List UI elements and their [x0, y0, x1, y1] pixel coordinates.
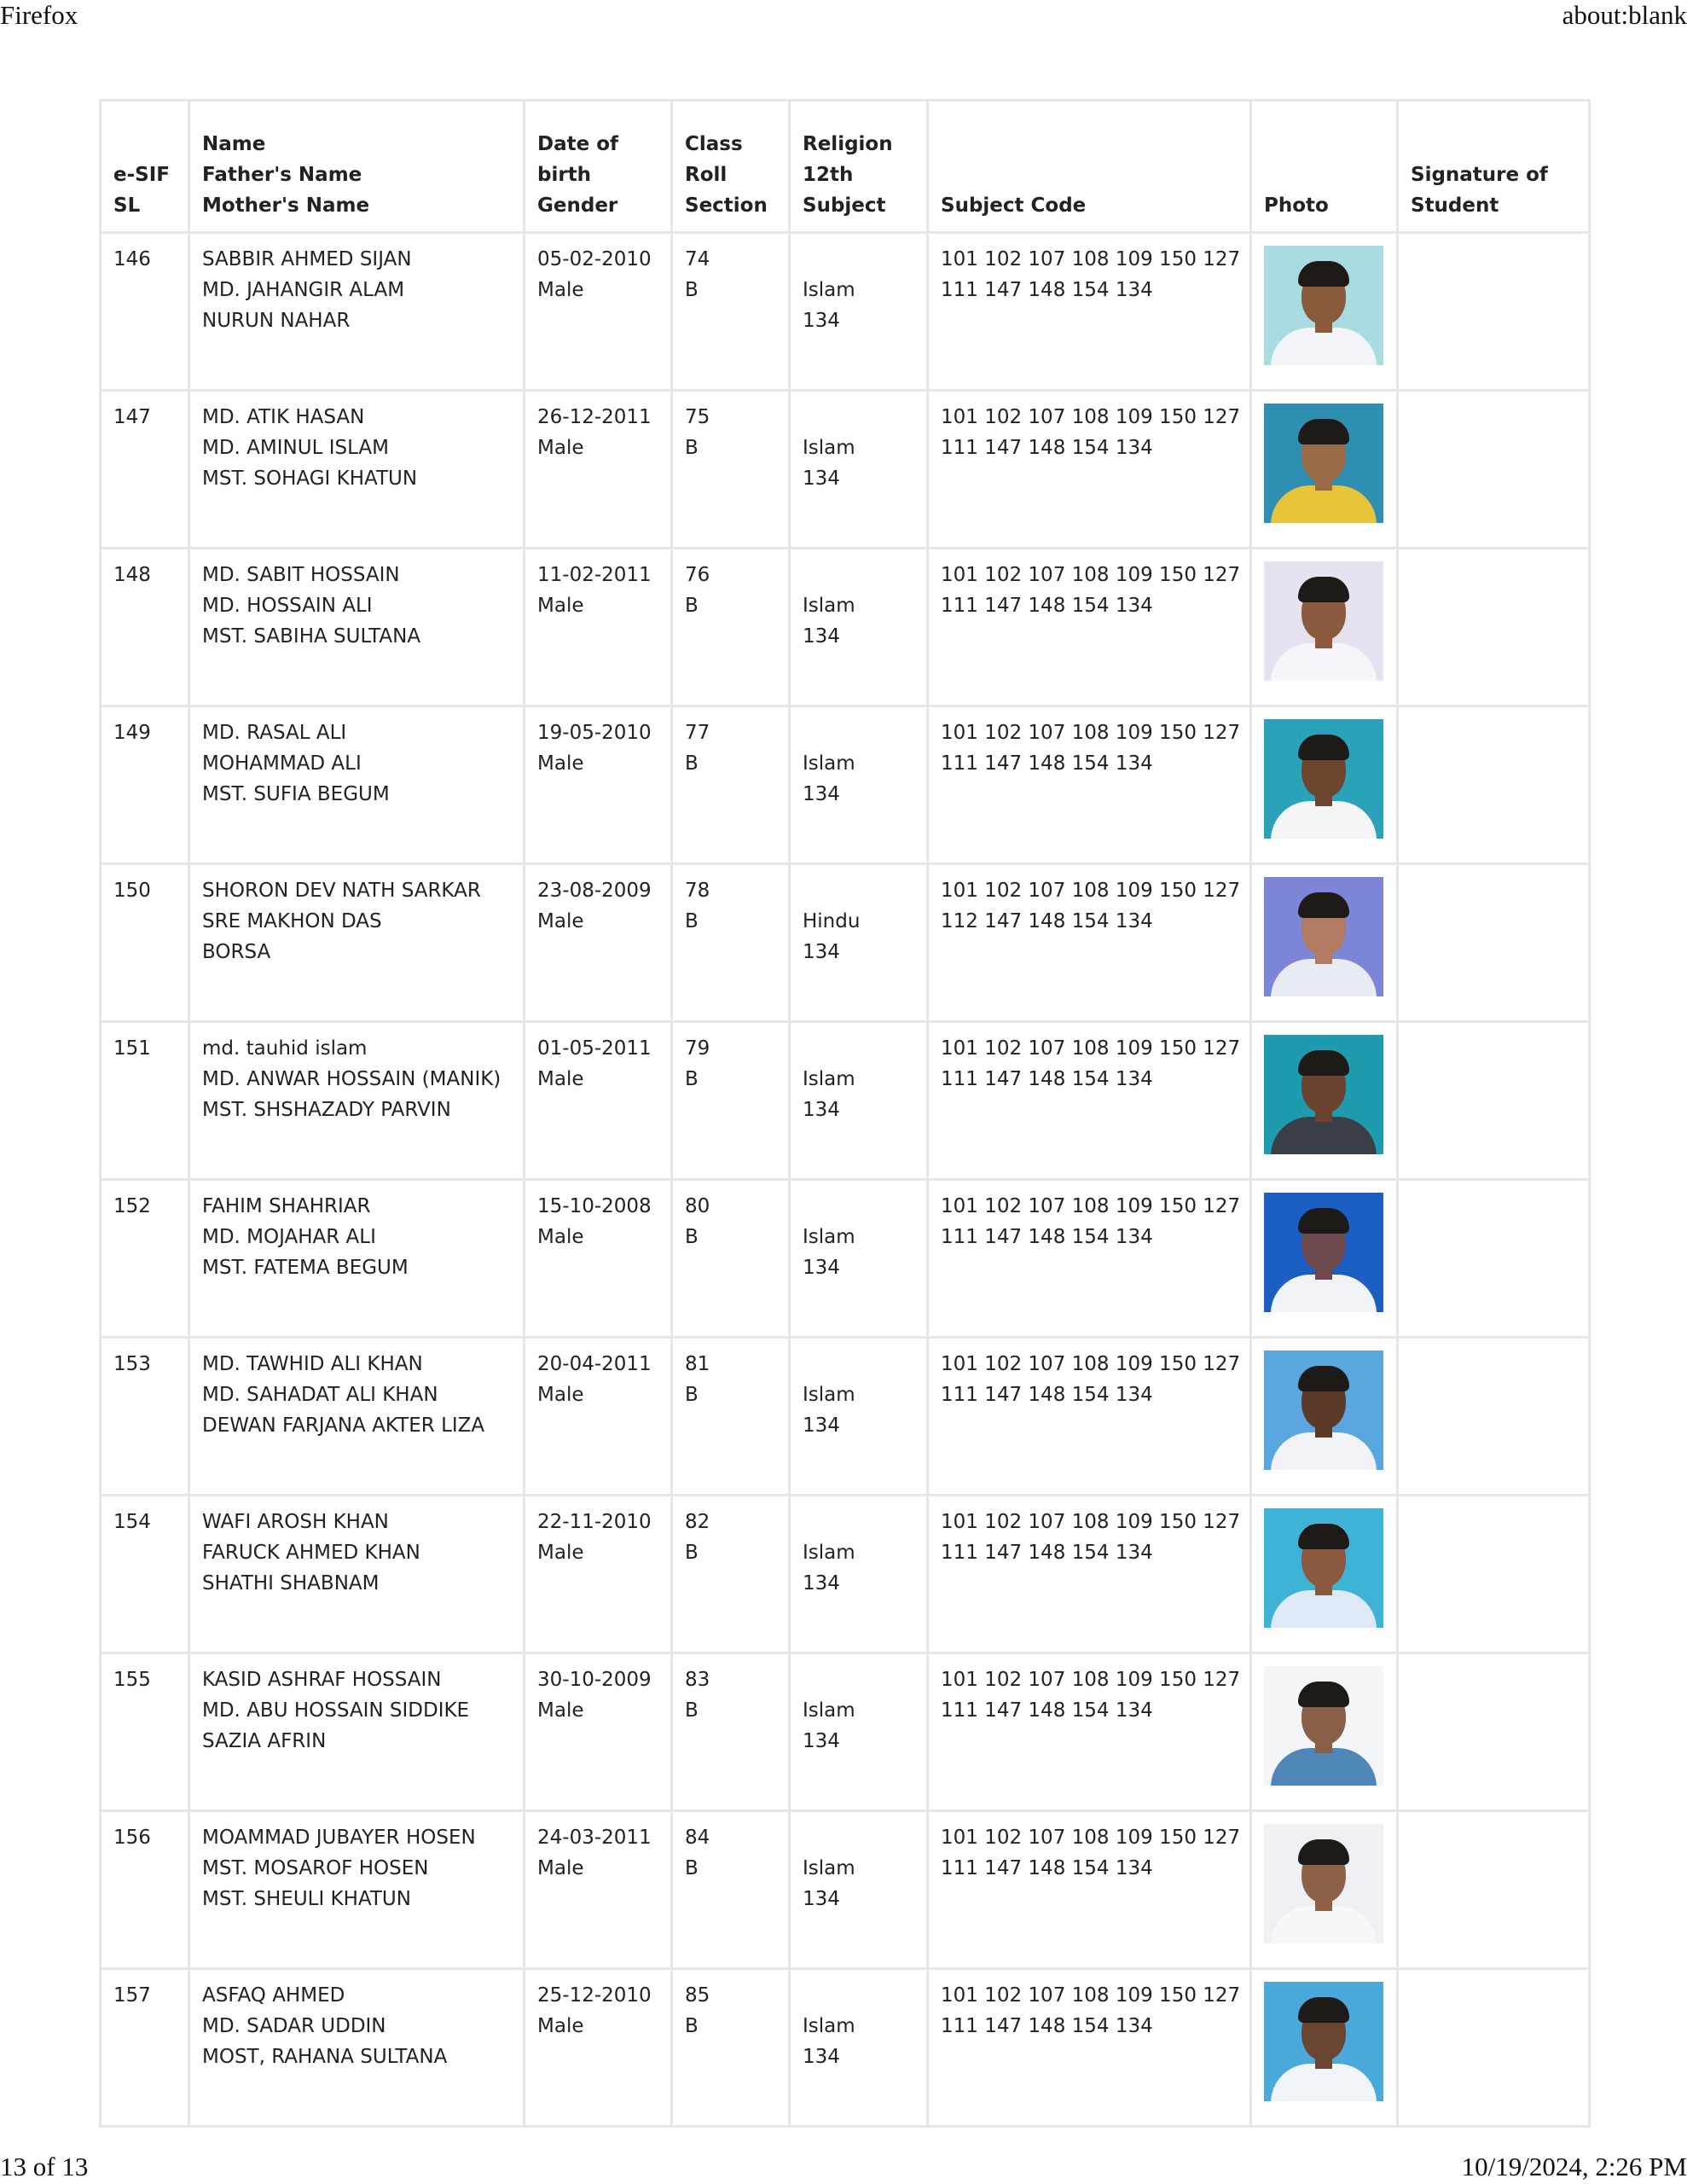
- cell-photo: [1251, 706, 1398, 864]
- table-row: [101, 1022, 1590, 1180]
- subject-12th: 134: [803, 468, 840, 490]
- father-name: MST. MOSAROF HOSEN: [202, 1857, 429, 1879]
- mother-name: MST. SABIHA SULTANA: [202, 625, 421, 648]
- header-subject-code: Subject Code: [928, 101, 1251, 233]
- father-name: MD. ABU HOSSAIN SIDDIKE: [202, 1699, 470, 1722]
- header-religion: Religion 12th Subject: [790, 101, 928, 233]
- subject-codes-line-1: 101 102 107 108 109 150 127: [941, 1827, 1241, 1849]
- header-class: Class Roll Section: [672, 101, 790, 233]
- cell-signature: [1398, 233, 1590, 391]
- subject-12th: 134: [803, 1730, 840, 1752]
- subject-codes-line-2: 111 147 148 154 134: [941, 1542, 1153, 1564]
- cell-subject-code: [928, 1180, 1251, 1338]
- subject-codes-line-1: 101 102 107 108 109 150 127: [941, 248, 1241, 270]
- class-roll: 76: [685, 564, 710, 586]
- cell-class: [672, 1496, 790, 1653]
- cell-subject-code: [928, 549, 1251, 706]
- section: B: [685, 437, 699, 459]
- cell-photo: [1251, 391, 1398, 549]
- mother-name: SAZIA AFRIN: [202, 1730, 327, 1752]
- cell-class: [672, 864, 790, 1022]
- student-photo: [1264, 561, 1383, 681]
- student-name: MD. ATIK HASAN: [202, 406, 365, 428]
- subject-codes-line-2: 111 147 148 154 134: [941, 752, 1153, 775]
- student-name: KASID ASHRAF HOSSAIN: [202, 1669, 442, 1691]
- cell-photo: [1251, 1969, 1398, 2127]
- cell-subject-code: [928, 706, 1251, 864]
- student-photo: [1264, 877, 1383, 996]
- class-roll: 77: [685, 722, 710, 744]
- subject-codes-line-1: 101 102 107 108 109 150 127: [941, 1195, 1241, 1217]
- subject-12th: 134: [803, 1099, 840, 1121]
- cell-dob: [525, 549, 672, 706]
- student-photo: [1264, 1982, 1383, 2101]
- cell-sl: 147: [101, 391, 189, 549]
- cell-religion: [790, 1180, 928, 1338]
- religion: Islam: [803, 752, 855, 775]
- subject-codes-line-1: 101 102 107 108 109 150 127: [941, 564, 1241, 586]
- subject-codes-line-2: 111 147 148 154 134: [941, 2015, 1153, 2037]
- cell-dob: [525, 1338, 672, 1496]
- cell-signature: [1398, 864, 1590, 1022]
- mother-name: MST. SUFIA BEGUM: [202, 783, 390, 805]
- cell-religion: [790, 1653, 928, 1811]
- gender: Male: [537, 1226, 584, 1248]
- cell-class: [672, 706, 790, 864]
- cell-subject-code: [928, 1022, 1251, 1180]
- section: B: [685, 1857, 699, 1879]
- cell-signature: [1398, 1180, 1590, 1338]
- subject-12th: 134: [803, 2046, 840, 2068]
- gender: Male: [537, 1542, 584, 1564]
- mother-name: MOST, RAHANA SULTANA: [202, 2046, 448, 2068]
- table-header-row: [101, 101, 1590, 233]
- religion: Islam: [803, 2015, 855, 2037]
- cell-subject-code: [928, 1496, 1251, 1653]
- student-photo: [1264, 1508, 1383, 1628]
- table-row: [101, 549, 1590, 706]
- gender: Male: [537, 752, 584, 775]
- gender: Male: [537, 910, 584, 932]
- student-photo: [1264, 1035, 1383, 1154]
- cell-photo: [1251, 233, 1398, 391]
- cell-photo: [1251, 1653, 1398, 1811]
- student-photo: [1264, 1824, 1383, 1943]
- subject-codes-line-2: 111 147 148 154 134: [941, 1068, 1153, 1090]
- cell-religion: [790, 864, 928, 1022]
- section: B: [685, 910, 699, 932]
- section: B: [685, 1384, 699, 1406]
- cell-religion: [790, 1811, 928, 1969]
- father-name: MOHAMMAD ALI: [202, 752, 362, 775]
- cell-class: [672, 1969, 790, 2127]
- cell-sl: 154: [101, 1496, 189, 1653]
- table-row: [101, 391, 1590, 549]
- section: B: [685, 1542, 699, 1564]
- mother-name: NURUN NAHAR: [202, 310, 351, 332]
- cell-sl: 152: [101, 1180, 189, 1338]
- page-count: 13 of 13: [0, 2152, 89, 2181]
- header-sl: e-SIF SL: [101, 101, 189, 233]
- cell-sl: 148: [101, 549, 189, 706]
- subject-12th: 134: [803, 1888, 840, 1910]
- subject-codes-line-1: 101 102 107 108 109 150 127: [941, 1037, 1241, 1060]
- cell-subject-code: [928, 1811, 1251, 1969]
- section: B: [685, 595, 699, 617]
- cell-photo: [1251, 1180, 1398, 1338]
- mother-name: MST. SOHAGI KHATUN: [202, 468, 418, 490]
- subject-codes-line-2: 111 147 148 154 134: [941, 279, 1153, 301]
- subject-codes-line-2: 111 147 148 154 134: [941, 437, 1153, 459]
- subject-codes-line-2: 111 147 148 154 134: [941, 1857, 1153, 1879]
- subject-codes-line-1: 101 102 107 108 109 150 127: [941, 406, 1241, 428]
- cell-signature: [1398, 549, 1590, 706]
- cell-class: [672, 1653, 790, 1811]
- father-name: MD. MOJAHAR ALI: [202, 1226, 376, 1248]
- father-name: MD. HOSSAIN ALI: [202, 595, 373, 617]
- table-row: [101, 864, 1590, 1022]
- cell-names: [189, 391, 525, 549]
- religion: Islam: [803, 1699, 855, 1722]
- religion: Islam: [803, 1542, 855, 1564]
- subject-codes-line-2: 111 147 148 154 134: [941, 595, 1153, 617]
- cell-sl: 146: [101, 233, 189, 391]
- cell-dob: [525, 1653, 672, 1811]
- cell-religion: [790, 1496, 928, 1653]
- father-name: MD. JAHANGIR ALAM: [202, 279, 405, 301]
- student-name: MD. RASAL ALI: [202, 722, 347, 744]
- student-table: [99, 99, 1591, 2128]
- cell-signature: [1398, 1969, 1590, 2127]
- cell-subject-code: [928, 391, 1251, 549]
- class-roll: 81: [685, 1353, 710, 1375]
- cell-photo: [1251, 1496, 1398, 1653]
- religion: Islam: [803, 437, 855, 459]
- cell-subject-code: [928, 1969, 1251, 2127]
- mother-name: DEWAN FARJANA AKTER LIZA: [202, 1414, 485, 1437]
- cell-class: [672, 391, 790, 549]
- cell-religion: [790, 1022, 928, 1180]
- cell-sl: 151: [101, 1022, 189, 1180]
- cell-sl: 149: [101, 706, 189, 864]
- cell-names: [189, 864, 525, 1022]
- father-name: FARUCK AHMED KHAN: [202, 1542, 420, 1564]
- cell-dob: [525, 1022, 672, 1180]
- religion: Hindu: [803, 910, 861, 932]
- cell-subject-code: [928, 864, 1251, 1022]
- table-row: [101, 706, 1590, 864]
- date-of-birth: 24-03-2011: [537, 1827, 652, 1849]
- class-roll: 75: [685, 406, 710, 428]
- print-header-url: about:blank: [1562, 0, 1687, 30]
- cell-class: [672, 1811, 790, 1969]
- cell-class: [672, 549, 790, 706]
- cell-religion: [790, 706, 928, 864]
- class-roll: 78: [685, 880, 710, 902]
- table-row: [101, 1653, 1590, 1811]
- cell-dob: [525, 1969, 672, 2127]
- father-name: SRE MAKHON DAS: [202, 910, 382, 932]
- mother-name: MST. FATEMA BEGUM: [202, 1257, 409, 1279]
- student-name: SHORON DEV NATH SARKAR: [202, 880, 481, 902]
- print-timestamp: 10/19/2024, 2:26 PM: [1461, 2152, 1687, 2181]
- student-photo: [1264, 246, 1383, 365]
- cell-signature: [1398, 1496, 1590, 1653]
- cell-photo: [1251, 1022, 1398, 1180]
- date-of-birth: 22-11-2010: [537, 1511, 652, 1533]
- religion: Islam: [803, 1226, 855, 1248]
- student-name: SABBIR AHMED SIJAN: [202, 248, 412, 270]
- religion: Islam: [803, 1384, 855, 1406]
- cell-names: [189, 233, 525, 391]
- subject-codes-line-1: 101 102 107 108 109 150 127: [941, 1353, 1241, 1375]
- student-photo: [1264, 1666, 1383, 1786]
- date-of-birth: 25-12-2010: [537, 1984, 652, 2007]
- table-row: [101, 233, 1590, 391]
- religion: Islam: [803, 279, 855, 301]
- father-name: MD. SADAR UDDIN: [202, 2015, 386, 2037]
- father-name: MD. AMINUL ISLAM: [202, 437, 390, 459]
- cell-subject-code: [928, 1338, 1251, 1496]
- cell-names: [189, 1180, 525, 1338]
- class-roll: 84: [685, 1827, 710, 1849]
- father-name: MD. ANWAR HOSSAIN (MANIK): [202, 1068, 501, 1090]
- date-of-birth: 11-02-2011: [537, 564, 652, 586]
- subject-codes-line-1: 101 102 107 108 109 150 127: [941, 1984, 1241, 2007]
- header-photo: Photo: [1251, 101, 1398, 233]
- cell-dob: [525, 233, 672, 391]
- section: B: [685, 1226, 699, 1248]
- print-header-app: Firefox: [0, 0, 78, 30]
- class-roll: 74: [685, 248, 710, 270]
- header-name: Name Father's Name Mother's Name: [189, 101, 525, 233]
- table-row: [101, 1969, 1590, 2127]
- cell-names: [189, 1653, 525, 1811]
- student-photo: [1264, 404, 1383, 523]
- cell-photo: [1251, 864, 1398, 1022]
- gender: Male: [537, 1068, 584, 1090]
- date-of-birth: 01-05-2011: [537, 1037, 652, 1060]
- student-photo: [1264, 719, 1383, 839]
- student-name: md. tauhid islam: [202, 1037, 368, 1060]
- subject-codes-line-1: 101 102 107 108 109 150 127: [941, 1669, 1241, 1691]
- section: B: [685, 2015, 699, 2037]
- subject-12th: 134: [803, 941, 840, 963]
- cell-religion: [790, 233, 928, 391]
- religion: Islam: [803, 1857, 855, 1879]
- mother-name: BORSA: [202, 941, 271, 963]
- cell-religion: [790, 391, 928, 549]
- subject-12th: 134: [803, 1414, 840, 1437]
- cell-class: [672, 1022, 790, 1180]
- cell-religion: [790, 549, 928, 706]
- subject-codes-line-1: 101 102 107 108 109 150 127: [941, 722, 1241, 744]
- student-name: MD. SABIT HOSSAIN: [202, 564, 400, 586]
- section: B: [685, 279, 699, 301]
- cell-dob: [525, 1180, 672, 1338]
- gender: Male: [537, 1384, 584, 1406]
- cell-photo: [1251, 1338, 1398, 1496]
- student-name: MOAMMAD JUBAYER HOSEN: [202, 1827, 476, 1849]
- cell-class: [672, 1180, 790, 1338]
- table-row: [101, 1180, 1590, 1338]
- header-dob: Date of birth Gender: [525, 101, 672, 233]
- date-of-birth: 05-02-2010: [537, 248, 652, 270]
- cell-names: [189, 1338, 525, 1496]
- cell-sl: 155: [101, 1653, 189, 1811]
- gender: Male: [537, 437, 584, 459]
- mother-name: MST. SHEULI KHATUN: [202, 1888, 411, 1910]
- cell-dob: [525, 706, 672, 864]
- subject-12th: 134: [803, 625, 840, 648]
- subject-codes-line-2: 111 147 148 154 134: [941, 1699, 1153, 1722]
- cell-subject-code: [928, 1653, 1251, 1811]
- religion: Islam: [803, 1068, 855, 1090]
- subject-codes-line-2: 111 147 148 154 134: [941, 1226, 1153, 1248]
- subject-codes-line-2: 112 147 148 154 134: [941, 910, 1153, 932]
- cell-sl: 150: [101, 864, 189, 1022]
- subject-codes-line-1: 101 102 107 108 109 150 127: [941, 880, 1241, 902]
- gender: Male: [537, 279, 584, 301]
- cell-dob: [525, 391, 672, 549]
- gender: Male: [537, 1699, 584, 1722]
- cell-dob: [525, 864, 672, 1022]
- cell-signature: [1398, 1811, 1590, 1969]
- father-name: MD. SAHADAT ALI KHAN: [202, 1384, 438, 1406]
- cell-signature: [1398, 1653, 1590, 1811]
- class-roll: 79: [685, 1037, 710, 1060]
- cell-names: [189, 549, 525, 706]
- date-of-birth: 30-10-2009: [537, 1669, 652, 1691]
- cell-sl: 156: [101, 1811, 189, 1969]
- student-name: MD. TAWHID ALI KHAN: [202, 1353, 423, 1375]
- subject-12th: 134: [803, 310, 840, 332]
- table-row: [101, 1338, 1590, 1496]
- class-roll: 80: [685, 1195, 710, 1217]
- class-roll: 83: [685, 1669, 710, 1691]
- gender: Male: [537, 595, 584, 617]
- student-name: WAFI AROSH KHAN: [202, 1511, 389, 1533]
- subject-codes-line-2: 111 147 148 154 134: [941, 1384, 1153, 1406]
- student-photo: [1264, 1350, 1383, 1470]
- cell-sl: 153: [101, 1338, 189, 1496]
- cell-religion: [790, 1969, 928, 2127]
- gender: Male: [537, 1857, 584, 1879]
- mother-name: SHATHI SHABNAM: [202, 1572, 380, 1594]
- cell-dob: [525, 1496, 672, 1653]
- gender: Male: [537, 2015, 584, 2037]
- class-roll: 85: [685, 1984, 710, 2007]
- student-photo: [1264, 1193, 1383, 1312]
- section: B: [685, 752, 699, 775]
- cell-sl: 157: [101, 1969, 189, 2127]
- cell-signature: [1398, 391, 1590, 549]
- date-of-birth: 15-10-2008: [537, 1195, 652, 1217]
- subject-12th: 134: [803, 1572, 840, 1594]
- cell-names: [189, 1969, 525, 2127]
- student-name: ASFAQ AHMED: [202, 1984, 345, 2007]
- cell-names: [189, 1811, 525, 1969]
- cell-signature: [1398, 1022, 1590, 1180]
- cell-names: [189, 706, 525, 864]
- date-of-birth: 20-04-2011: [537, 1353, 652, 1375]
- header-signature: Signature of Student: [1398, 101, 1590, 233]
- mother-name: MST. SHSHAZADY PARVIN: [202, 1099, 451, 1121]
- cell-class: [672, 233, 790, 391]
- subject-codes-line-1: 101 102 107 108 109 150 127: [941, 1511, 1241, 1533]
- date-of-birth: 23-08-2009: [537, 880, 652, 902]
- section: B: [685, 1068, 699, 1090]
- subject-12th: 134: [803, 1257, 840, 1279]
- religion: Islam: [803, 595, 855, 617]
- cell-religion: [790, 1338, 928, 1496]
- subject-12th: 134: [803, 783, 840, 805]
- date-of-birth: 26-12-2011: [537, 406, 652, 428]
- section: B: [685, 1699, 699, 1722]
- cell-dob: [525, 1811, 672, 1969]
- date-of-birth: 19-05-2010: [537, 722, 652, 744]
- cell-names: [189, 1022, 525, 1180]
- table-row: [101, 1811, 1590, 1969]
- table-row: [101, 1496, 1590, 1653]
- cell-class: [672, 1338, 790, 1496]
- class-roll: 82: [685, 1511, 710, 1533]
- cell-signature: [1398, 1338, 1590, 1496]
- cell-names: [189, 1496, 525, 1653]
- cell-subject-code: [928, 233, 1251, 391]
- cell-photo: [1251, 1811, 1398, 1969]
- cell-photo: [1251, 549, 1398, 706]
- student-name: FAHIM SHAHRIAR: [202, 1195, 371, 1217]
- cell-signature: [1398, 706, 1590, 864]
